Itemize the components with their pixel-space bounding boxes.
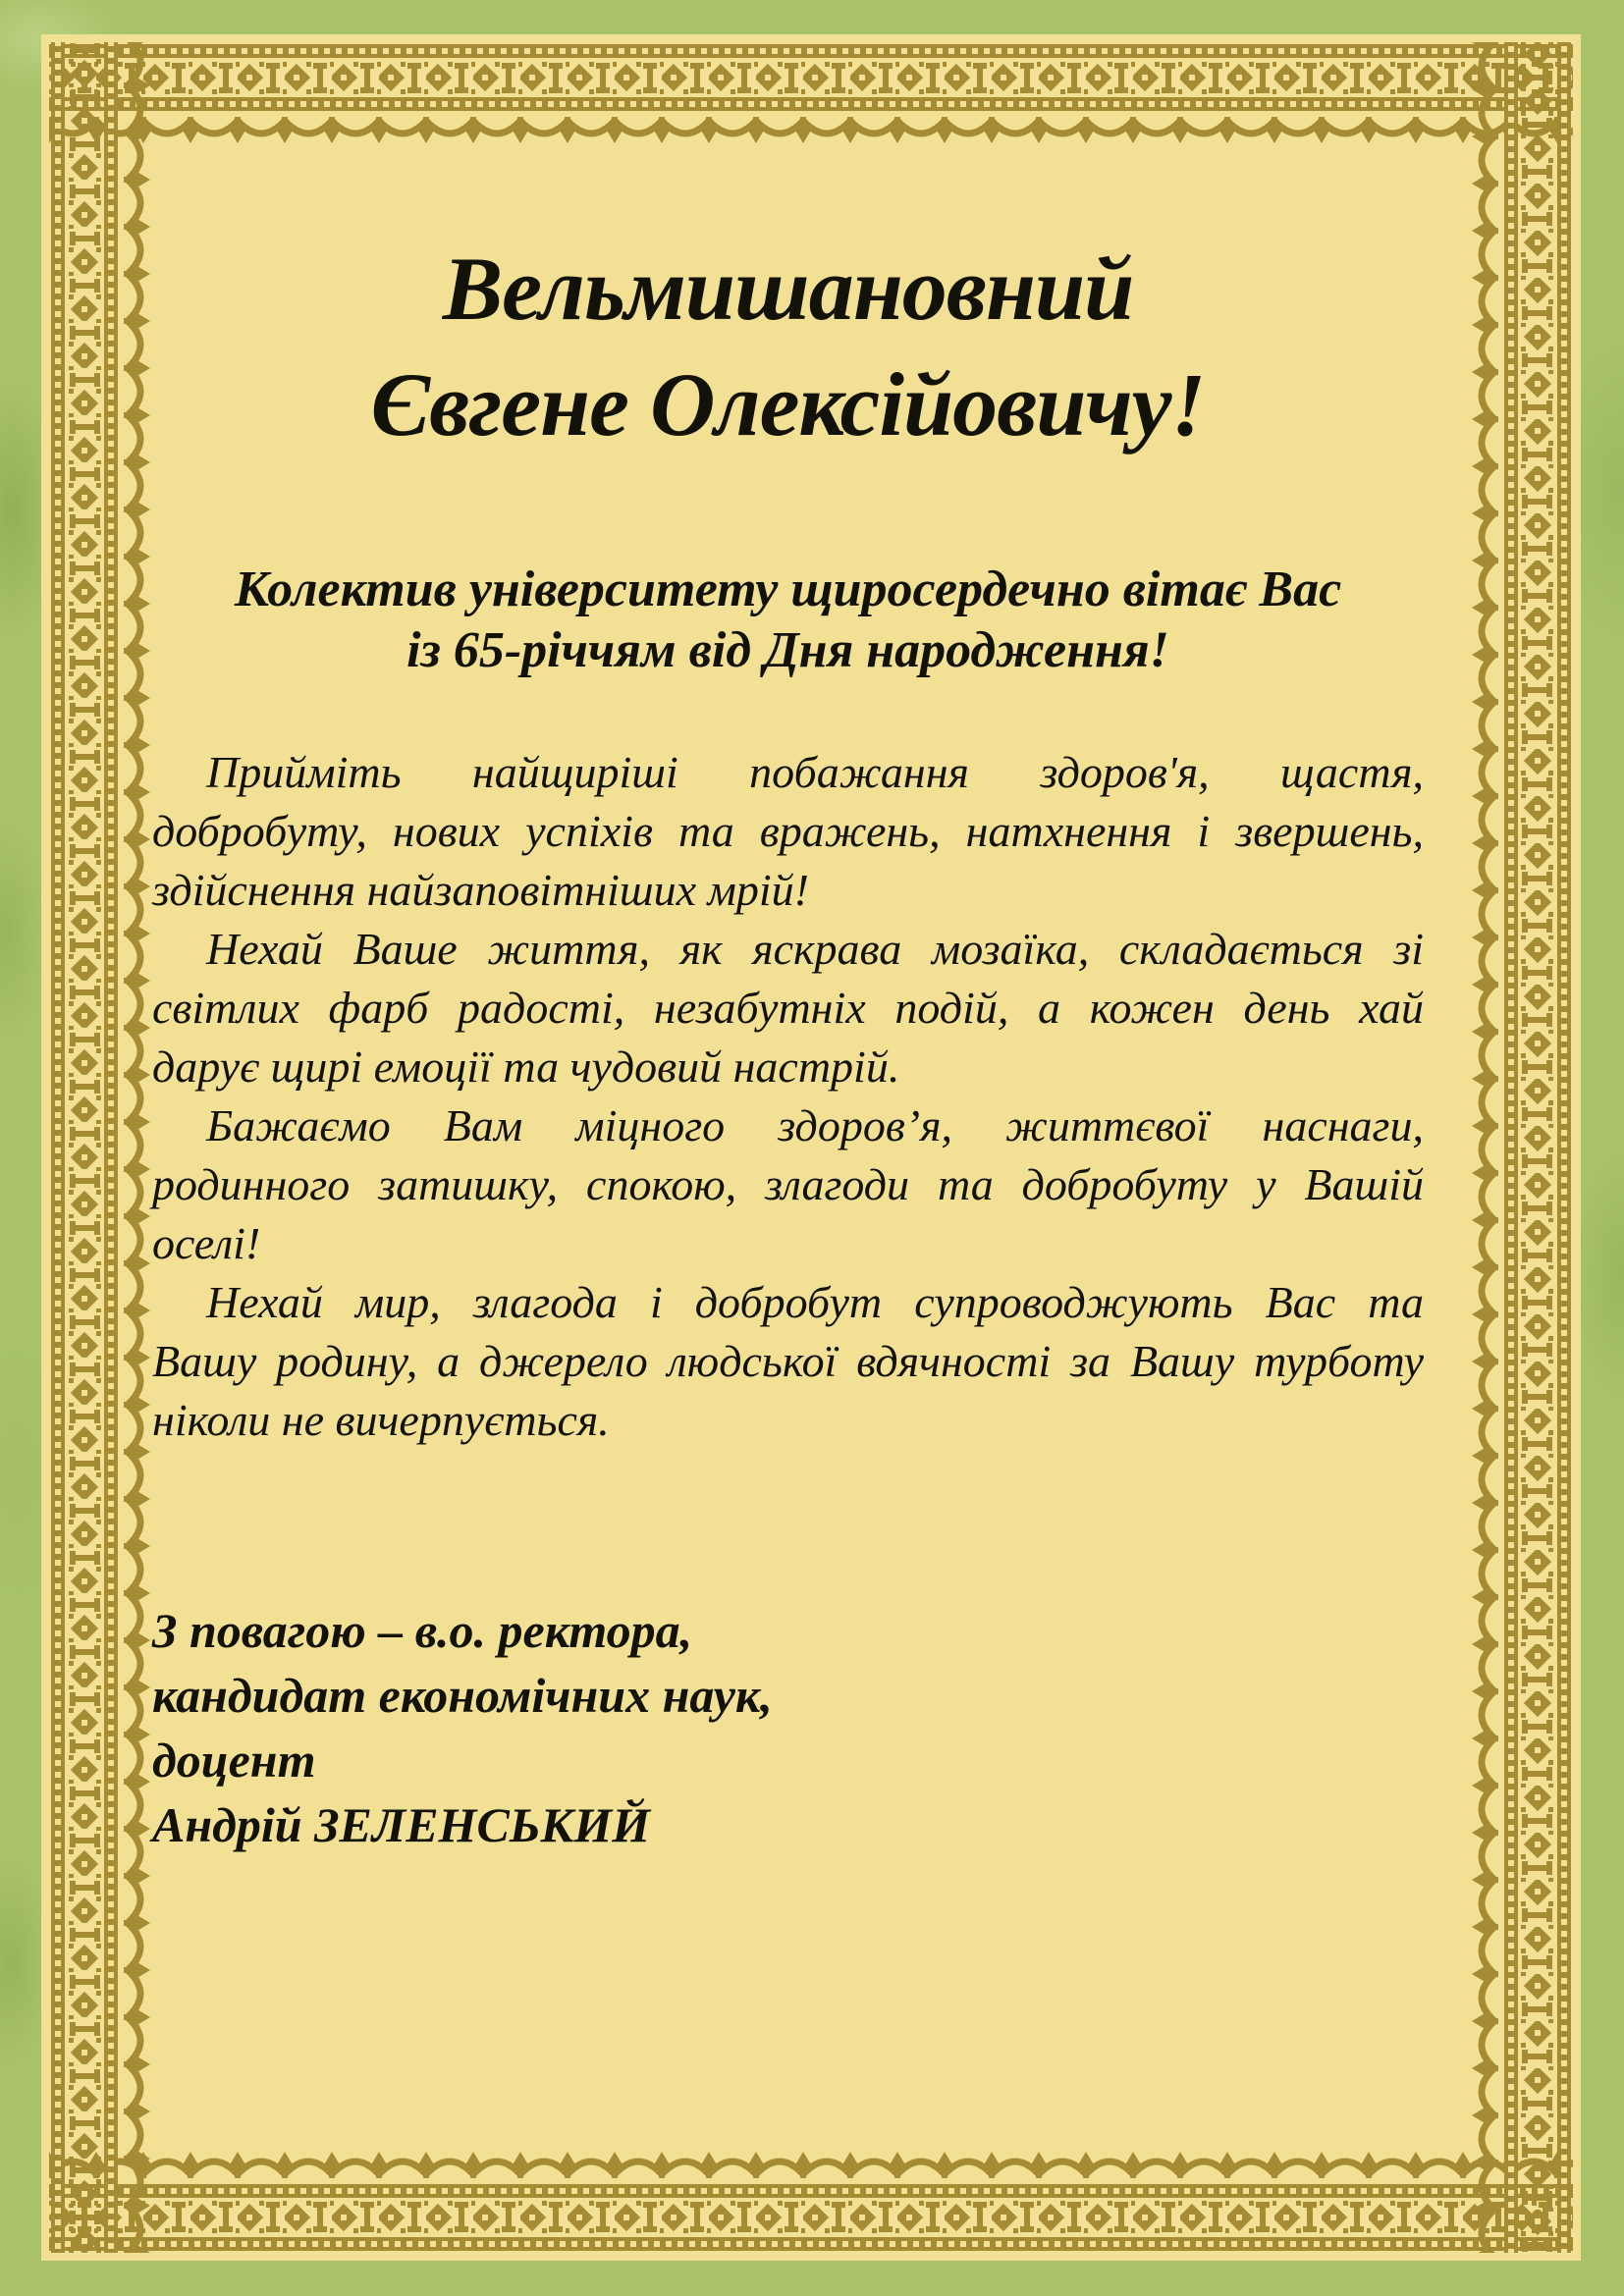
body-line: оселі!	[152, 1218, 261, 1268]
body-line: світлих фарб радості, незабутніх подій, а кожен день хай	[152, 983, 1424, 1033]
body-line: ніколи не вичерпується.	[152, 1395, 610, 1445]
body-line: Нехай Ваше життя, як яскрава мозаїка, складається зі	[206, 924, 1424, 974]
signature-block	[152, 1598, 1424, 1857]
title-line-1: Вельмишановний	[442, 239, 1134, 339]
signature-line: Андрій ЗЕЛЕНСЬКИЙ	[152, 1797, 651, 1852]
certificate-sheet	[41, 34, 1581, 2261]
greeting-line-1: Колектив університету щиросердечно вітає Вас	[234, 561, 1342, 617]
body-line: дарує щирі емоції та чудовий настрій.	[152, 1041, 900, 1092]
body-line: добробуту, нових успіхів та вражень, натхнення і звершень,	[152, 806, 1424, 856]
body-line: Прийміть найщиріші побажання здоров'я, щастя,	[206, 747, 1424, 797]
signature-line: доцент	[152, 1733, 316, 1788]
certificate-content	[41, 34, 1581, 2261]
signature-line: кандидат економічних наук,	[152, 1668, 773, 1723]
body-line: здійснення найзаповітніших мрій!	[152, 865, 809, 915]
body-line: Нехай мир, злагода і добробут супроводжують Вас та	[206, 1277, 1424, 1327]
signature-line: З повагою – в.о. ректора,	[152, 1603, 693, 1658]
title-line-2: Євгене Олексійовичу!	[370, 354, 1206, 454]
body-line: Бажаємо Вам міцного здоров’я, життєвої наснаги,	[206, 1100, 1424, 1150]
body-line: родинного затишку, спокою, злагоди та добробуту у Вашій	[152, 1159, 1424, 1209]
body-line: Вашу родину, а джерело людської вдячності за Вашу турботу	[152, 1336, 1424, 1386]
greeting-subtitle	[152, 560, 1424, 681]
page-title	[152, 231, 1424, 462]
body-text	[152, 743, 1424, 1450]
greeting-line-2: із 65-річчям від Дня народження!	[406, 622, 1169, 678]
